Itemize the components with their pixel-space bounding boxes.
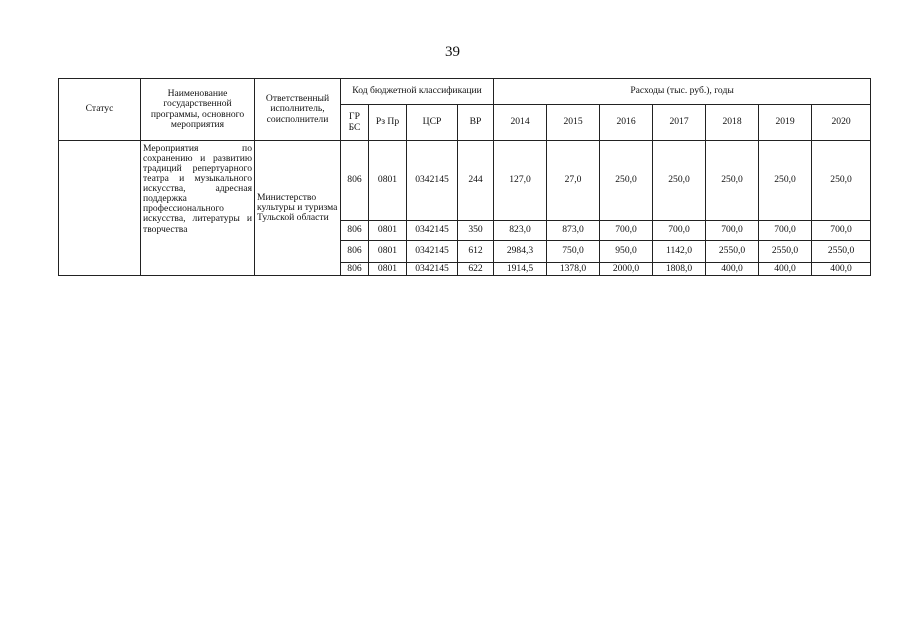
executor-cell: Министерство культуры и туризма Тульской области bbox=[255, 141, 341, 276]
vr-cell: 622 bbox=[458, 263, 494, 276]
header-budget-code: Код бюджетной классификации bbox=[341, 79, 494, 105]
amount-cell: 700,0 bbox=[812, 221, 871, 241]
amount-cell: 250,0 bbox=[653, 141, 706, 221]
table-row bbox=[59, 141, 871, 221]
header-year: 2020 bbox=[812, 105, 871, 141]
header-status: Статус bbox=[59, 79, 141, 141]
csr-cell: 0342145 bbox=[407, 221, 458, 241]
header-code-rzpr: Рз Пр bbox=[369, 105, 407, 141]
amount-cell: 2550,0 bbox=[706, 241, 759, 263]
header-year: 2015 bbox=[547, 105, 600, 141]
amount-cell: 1808,0 bbox=[653, 263, 706, 276]
amount-cell: 823,0 bbox=[494, 221, 547, 241]
vr-cell: 612 bbox=[458, 241, 494, 263]
header-year: 2016 bbox=[600, 105, 653, 141]
program-name-cell: Мероприятия по сохранению и развитию традиций репертуарного театра и музыкального искусства, адресная поддержка профессионального искусства, литературы и творчества bbox=[141, 141, 255, 276]
rzpr-cell: 0801 bbox=[369, 221, 407, 241]
amount-cell: 400,0 bbox=[812, 263, 871, 276]
page-number: 39 bbox=[445, 44, 460, 60]
amount-cell: 250,0 bbox=[812, 141, 871, 221]
amount-cell: 250,0 bbox=[706, 141, 759, 221]
table-header bbox=[59, 79, 871, 141]
csr-cell: 0342145 bbox=[407, 241, 458, 263]
csr-cell: 0342145 bbox=[407, 263, 458, 276]
vr-cell: 350 bbox=[458, 221, 494, 241]
header-executor: Ответственный исполнитель, соисполнители bbox=[255, 79, 341, 141]
amount-cell: 700,0 bbox=[706, 221, 759, 241]
budget-table bbox=[58, 78, 871, 276]
header-year: 2017 bbox=[653, 105, 706, 141]
amount-cell: 873,0 bbox=[547, 221, 600, 241]
amount-cell: 127,0 bbox=[494, 141, 547, 221]
grbs-cell: 806 bbox=[341, 141, 369, 221]
header-program-name: Наименование государственной программы, основного мероприятия bbox=[141, 79, 255, 141]
amount-cell: 2000,0 bbox=[600, 263, 653, 276]
amount-cell: 250,0 bbox=[759, 141, 812, 221]
grbs-cell: 806 bbox=[341, 263, 369, 276]
header-code-vr: ВР bbox=[458, 105, 494, 141]
rzpr-cell: 0801 bbox=[369, 263, 407, 276]
grbs-cell: 806 bbox=[341, 221, 369, 241]
status-cell bbox=[59, 141, 141, 276]
csr-cell: 0342145 bbox=[407, 141, 458, 221]
rzpr-cell: 0801 bbox=[369, 241, 407, 263]
amount-cell: 950,0 bbox=[600, 241, 653, 263]
header-expenses: Расходы (тыс. руб.), годы bbox=[494, 79, 871, 105]
amount-cell: 2550,0 bbox=[759, 241, 812, 263]
amount-cell: 700,0 bbox=[653, 221, 706, 241]
amount-cell: 1378,0 bbox=[547, 263, 600, 276]
header-year: 2018 bbox=[706, 105, 759, 141]
header-code-grbs: ГР БС bbox=[341, 105, 369, 141]
amount-cell: 250,0 bbox=[600, 141, 653, 221]
amount-cell: 700,0 bbox=[759, 221, 812, 241]
amount-cell: 2984,3 bbox=[494, 241, 547, 263]
amount-cell: 27,0 bbox=[547, 141, 600, 221]
amount-cell: 700,0 bbox=[600, 221, 653, 241]
amount-cell: 400,0 bbox=[706, 263, 759, 276]
amount-cell: 750,0 bbox=[547, 241, 600, 263]
amount-cell: 2550,0 bbox=[812, 241, 871, 263]
header-code-csr: ЦСР bbox=[407, 105, 458, 141]
amount-cell: 1914,5 bbox=[494, 263, 547, 276]
rzpr-cell: 0801 bbox=[369, 141, 407, 221]
table-body bbox=[59, 141, 871, 276]
vr-cell: 244 bbox=[458, 141, 494, 221]
grbs-cell: 806 bbox=[341, 241, 369, 263]
amount-cell: 400,0 bbox=[759, 263, 812, 276]
amount-cell: 1142,0 bbox=[653, 241, 706, 263]
header-year: 2019 bbox=[759, 105, 812, 141]
header-year: 2014 bbox=[494, 105, 547, 141]
